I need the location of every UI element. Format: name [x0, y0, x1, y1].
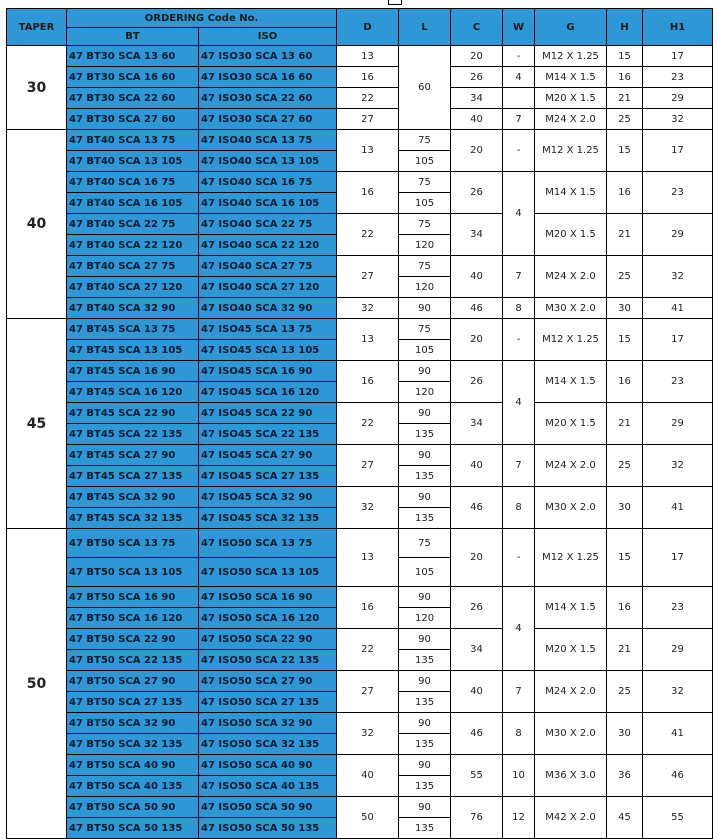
c-cell: 40 — [451, 671, 503, 713]
l-cell: 105 — [399, 558, 451, 587]
h-cell: 30 — [607, 713, 643, 755]
c-cell: 26 — [451, 361, 503, 403]
g-cell: M14 X 1.5 — [535, 587, 607, 629]
l-cell: 120 — [399, 277, 451, 298]
l-cell: 135 — [399, 692, 451, 713]
w-cell: 4 — [503, 172, 535, 256]
c-cell: 34 — [451, 214, 503, 256]
iso-code: 47 ISO50 SCA 50 135 — [199, 818, 337, 839]
l-cell: 135 — [399, 776, 451, 797]
table-row — [7, 361, 713, 382]
iso-code: 47 ISO40 SCA 22 120 — [199, 235, 337, 256]
l-cell: 90 — [399, 671, 451, 692]
g-cell: M20 X 1.5 — [535, 629, 607, 671]
header-g: G — [535, 9, 607, 46]
h1-cell: 17 — [643, 46, 713, 67]
iso-code: 47 ISO50 SCA 32 135 — [199, 734, 337, 755]
bt-code: 47 BT50 SCA 16 90 — [67, 587, 199, 608]
bt-code: 47 BT30 SCA 27 60 — [67, 109, 199, 130]
g-cell: M14 X 1.5 — [535, 361, 607, 403]
bt-code: 47 BT50 SCA 32 90 — [67, 713, 199, 734]
h1-cell: 32 — [643, 256, 713, 298]
iso-code: 47 ISO45 SCA 13 105 — [199, 340, 337, 361]
d-cell: 22 — [337, 629, 399, 671]
c-cell: 20 — [451, 529, 503, 587]
g-cell: M20 X 1.5 — [535, 403, 607, 445]
h1-cell: 32 — [643, 671, 713, 713]
d-cell: 27 — [337, 109, 399, 130]
d-cell: 27 — [337, 256, 399, 298]
iso-code: 47 ISO45 SCA 27 135 — [199, 466, 337, 487]
bt-code: 47 BT40 SCA 16 75 — [67, 172, 199, 193]
g-cell: M12 X 1.25 — [535, 46, 607, 67]
bt-code: 47 BT50 SCA 50 135 — [67, 818, 199, 839]
bt-code: 47 BT40 SCA 13 75 — [67, 130, 199, 151]
ordering-table — [6, 8, 713, 839]
l-cell: 90 — [399, 445, 451, 466]
h-cell: 25 — [607, 445, 643, 487]
iso-code: 47 ISO40 SCA 27 120 — [199, 277, 337, 298]
l-cell: 120 — [399, 608, 451, 629]
w-cell: 7 — [503, 445, 535, 487]
w-cell: - — [503, 130, 535, 172]
g-cell: M12 X 1.25 — [535, 529, 607, 587]
iso-code: 47 ISO40 SCA 16 105 — [199, 193, 337, 214]
w-cell: 10 — [503, 755, 535, 797]
l-cell: 135 — [399, 466, 451, 487]
header-l: L — [399, 9, 451, 46]
w-cell: 12 — [503, 797, 535, 839]
w-cell: - — [503, 319, 535, 361]
bt-code: 47 BT45 SCA 22 90 — [67, 403, 199, 424]
table-row — [7, 46, 713, 67]
table-row — [7, 67, 713, 88]
bt-code: 47 BT50 SCA 40 135 — [67, 776, 199, 797]
g-cell: M20 X 1.5 — [535, 214, 607, 256]
table-row — [7, 109, 713, 130]
c-cell: 76 — [451, 797, 503, 839]
iso-code: 47 ISO50 SCA 40 90 — [199, 755, 337, 776]
iso-code: 47 ISO45 SCA 22 90 — [199, 403, 337, 424]
c-cell: 20 — [451, 130, 503, 172]
l-cell: 120 — [399, 235, 451, 256]
header-h: H — [607, 9, 643, 46]
w-cell: 4 — [503, 587, 535, 671]
iso-code: 47 ISO50 SCA 16 120 — [199, 608, 337, 629]
c-cell: 26 — [451, 587, 503, 629]
iso-code: 47 ISO45 SCA 32 90 — [199, 487, 337, 508]
l-cell: 60 — [399, 46, 451, 130]
d-cell: 16 — [337, 172, 399, 214]
l-cell: 75 — [399, 130, 451, 151]
h-cell: 21 — [607, 88, 643, 109]
h1-cell: 23 — [643, 172, 713, 214]
g-cell: M30 X 2.0 — [535, 713, 607, 755]
iso-code: 47 ISO45 SCA 27 90 — [199, 445, 337, 466]
table-row — [7, 130, 713, 151]
c-cell: 40 — [451, 109, 503, 130]
iso-code: 47 ISO45 SCA 22 135 — [199, 424, 337, 445]
l-cell: 105 — [399, 151, 451, 172]
g-cell: M12 X 1.25 — [535, 130, 607, 172]
bt-code: 47 BT45 SCA 22 135 — [67, 424, 199, 445]
bt-code: 47 BT50 SCA 27 135 — [67, 692, 199, 713]
iso-code: 47 ISO45 SCA 13 75 — [199, 319, 337, 340]
c-cell: 26 — [451, 172, 503, 214]
bt-code: 47 BT45 SCA 13 105 — [67, 340, 199, 361]
taper-cell: 30 — [7, 46, 67, 130]
g-cell: M30 X 2.0 — [535, 298, 607, 319]
g-cell: M36 X 3.0 — [535, 755, 607, 797]
h-cell: 30 — [607, 298, 643, 319]
c-cell: 20 — [451, 319, 503, 361]
h-cell: 16 — [607, 361, 643, 403]
h-cell: 25 — [607, 671, 643, 713]
c-cell: 46 — [451, 713, 503, 755]
bt-code: 47 BT40 SCA 32 90 — [67, 298, 199, 319]
l-cell: 120 — [399, 382, 451, 403]
table-row — [7, 172, 713, 193]
l-cell: 135 — [399, 508, 451, 529]
header-iso: ISO — [199, 28, 337, 46]
table-row — [7, 529, 713, 558]
iso-code: 47 ISO45 SCA 16 90 — [199, 361, 337, 382]
c-cell: 34 — [451, 88, 503, 109]
d-cell: 27 — [337, 671, 399, 713]
table-row — [7, 629, 713, 650]
iso-code: 47 ISO45 SCA 32 135 — [199, 508, 337, 529]
l-cell: 135 — [399, 734, 451, 755]
iso-code: 47 ISO50 SCA 22 90 — [199, 629, 337, 650]
l-cell: 75 — [399, 172, 451, 193]
taper-cell: 40 — [7, 130, 67, 319]
table-row — [7, 797, 713, 818]
bt-code: 47 BT45 SCA 27 90 — [67, 445, 199, 466]
d-cell: 16 — [337, 587, 399, 629]
table-row — [7, 298, 713, 319]
iso-code: 47 ISO40 SCA 16 75 — [199, 172, 337, 193]
h-cell: 15 — [607, 46, 643, 67]
h1-cell: 23 — [643, 361, 713, 403]
c-cell: 46 — [451, 487, 503, 529]
table-row — [7, 256, 713, 277]
w-cell: - — [503, 529, 535, 587]
l-cell: 135 — [399, 424, 451, 445]
h-cell: 45 — [607, 797, 643, 839]
h1-cell: 55 — [643, 797, 713, 839]
g-cell: M24 X 2.0 — [535, 256, 607, 298]
d-cell: 32 — [337, 298, 399, 319]
d-cell: 50 — [337, 797, 399, 839]
h-cell: 36 — [607, 755, 643, 797]
l-cell: 135 — [399, 818, 451, 839]
bt-code: 47 BT50 SCA 27 90 — [67, 671, 199, 692]
table-row — [7, 445, 713, 466]
bt-code: 47 BT45 SCA 27 135 — [67, 466, 199, 487]
iso-code: 47 ISO50 SCA 27 135 — [199, 692, 337, 713]
g-cell: M24 X 2.0 — [535, 671, 607, 713]
l-cell: 75 — [399, 529, 451, 558]
bt-code: 47 BT40 SCA 27 120 — [67, 277, 199, 298]
bt-code: 47 BT30 SCA 13 60 — [67, 46, 199, 67]
h1-cell: 32 — [643, 109, 713, 130]
h1-cell: 23 — [643, 67, 713, 88]
h1-cell: 17 — [643, 529, 713, 587]
header-w: W — [503, 9, 535, 46]
bt-code: 47 BT40 SCA 16 105 — [67, 193, 199, 214]
iso-code: 47 ISO40 SCA 32 90 — [199, 298, 337, 319]
bt-code: 47 BT45 SCA 16 90 — [67, 361, 199, 382]
g-cell: M14 X 1.5 — [535, 172, 607, 214]
l-cell: 90 — [399, 587, 451, 608]
d-cell: 16 — [337, 67, 399, 88]
bt-code: 47 BT30 SCA 16 60 — [67, 67, 199, 88]
bt-code: 47 BT50 SCA 13 75 — [67, 529, 199, 558]
top-mark — [388, 0, 402, 5]
h1-cell: 17 — [643, 130, 713, 172]
h1-cell: 17 — [643, 319, 713, 361]
l-cell: 105 — [399, 193, 451, 214]
g-cell: M24 X 2.0 — [535, 109, 607, 130]
c-cell: 40 — [451, 256, 503, 298]
d-cell: 22 — [337, 403, 399, 445]
bt-code: 47 BT50 SCA 22 135 — [67, 650, 199, 671]
w-cell: 8 — [503, 298, 535, 319]
l-cell: 90 — [399, 797, 451, 818]
taper-cell: 45 — [7, 319, 67, 529]
iso-code: 47 ISO50 SCA 16 90 — [199, 587, 337, 608]
c-cell: 55 — [451, 755, 503, 797]
l-cell: 105 — [399, 340, 451, 361]
h1-cell: 29 — [643, 629, 713, 671]
taper-cell: 50 — [7, 529, 67, 839]
d-cell: 13 — [337, 130, 399, 172]
c-cell: 40 — [451, 445, 503, 487]
d-cell: 16 — [337, 361, 399, 403]
l-cell: 90 — [399, 713, 451, 734]
iso-code: 47 ISO30 SCA 22 60 — [199, 88, 337, 109]
header-h1: H1 — [643, 9, 713, 46]
header-bt: BT — [67, 28, 199, 46]
d-cell: 13 — [337, 529, 399, 587]
iso-code: 47 ISO30 SCA 13 60 — [199, 46, 337, 67]
table-row — [7, 214, 713, 235]
bt-code: 47 BT50 SCA 22 90 — [67, 629, 199, 650]
header-ordering: ORDERING Code No. — [67, 9, 337, 28]
h-cell: 25 — [607, 109, 643, 130]
d-cell: 22 — [337, 88, 399, 109]
d-cell: 32 — [337, 713, 399, 755]
bt-code: 47 BT50 SCA 13 105 — [67, 558, 199, 587]
iso-code: 47 ISO30 SCA 16 60 — [199, 67, 337, 88]
h-cell: 16 — [607, 587, 643, 629]
h1-cell: 29 — [643, 214, 713, 256]
bt-code: 47 BT50 SCA 32 135 — [67, 734, 199, 755]
bt-code: 47 BT40 SCA 13 105 — [67, 151, 199, 172]
bt-code: 47 BT50 SCA 40 90 — [67, 755, 199, 776]
header-d: D — [337, 9, 399, 46]
l-cell: 90 — [399, 403, 451, 424]
table-row — [7, 487, 713, 508]
d-cell: 32 — [337, 487, 399, 529]
g-cell: M30 X 2.0 — [535, 487, 607, 529]
header-taper: TAPER — [7, 9, 67, 46]
d-cell: 13 — [337, 319, 399, 361]
c-cell: 34 — [451, 403, 503, 445]
iso-code: 47 ISO50 SCA 13 105 — [199, 558, 337, 587]
bt-code: 47 BT30 SCA 22 60 — [67, 88, 199, 109]
table-row — [7, 88, 713, 109]
bt-code: 47 BT50 SCA 16 120 — [67, 608, 199, 629]
h1-cell: 41 — [643, 713, 713, 755]
iso-code: 47 ISO40 SCA 27 75 — [199, 256, 337, 277]
g-cell: M24 X 2.0 — [535, 445, 607, 487]
iso-code: 47 ISO40 SCA 22 75 — [199, 214, 337, 235]
w-cell: 7 — [503, 671, 535, 713]
h-cell: 21 — [607, 403, 643, 445]
w-cell: 4 — [503, 67, 535, 88]
h-cell: 21 — [607, 629, 643, 671]
h-cell: 16 — [607, 172, 643, 214]
h-cell: 15 — [607, 529, 643, 587]
table-row — [7, 587, 713, 608]
h-cell: 25 — [607, 256, 643, 298]
l-cell: 75 — [399, 214, 451, 235]
table-row — [7, 755, 713, 776]
l-cell: 90 — [399, 487, 451, 508]
w-cell: - — [503, 46, 535, 67]
bt-code: 47 BT40 SCA 22 120 — [67, 235, 199, 256]
g-cell: M20 X 1.5 — [535, 88, 607, 109]
w-cell: 7 — [503, 256, 535, 298]
c-cell: 46 — [451, 298, 503, 319]
h-cell: 21 — [607, 214, 643, 256]
h1-cell: 29 — [643, 403, 713, 445]
iso-code: 47 ISO50 SCA 50 90 — [199, 797, 337, 818]
h1-cell: 41 — [643, 487, 713, 529]
l-cell: 90 — [399, 361, 451, 382]
g-cell: M12 X 1.25 — [535, 319, 607, 361]
bt-code: 47 BT45 SCA 32 135 — [67, 508, 199, 529]
d-cell: 13 — [337, 46, 399, 67]
bt-code: 47 BT45 SCA 13 75 — [67, 319, 199, 340]
header-c: C — [451, 9, 503, 46]
c-cell: 26 — [451, 67, 503, 88]
h1-cell: 29 — [643, 88, 713, 109]
g-cell: M14 X 1.5 — [535, 67, 607, 88]
h1-cell: 32 — [643, 445, 713, 487]
w-cell: 8 — [503, 487, 535, 529]
bt-code: 47 BT50 SCA 50 90 — [67, 797, 199, 818]
table-row — [7, 713, 713, 734]
w-cell: 4 — [503, 361, 535, 445]
l-cell: 135 — [399, 650, 451, 671]
l-cell: 90 — [399, 629, 451, 650]
iso-code: 47 ISO50 SCA 22 135 — [199, 650, 337, 671]
l-cell: 90 — [399, 298, 451, 319]
iso-code: 47 ISO40 SCA 13 105 — [199, 151, 337, 172]
l-cell: 90 — [399, 755, 451, 776]
h1-cell: 41 — [643, 298, 713, 319]
l-cell: 75 — [399, 256, 451, 277]
w-cell: 8 — [503, 713, 535, 755]
table-row — [7, 403, 713, 424]
d-cell: 22 — [337, 214, 399, 256]
h-cell: 15 — [607, 319, 643, 361]
iso-code: 47 ISO50 SCA 13 75 — [199, 529, 337, 558]
c-cell: 34 — [451, 629, 503, 671]
table-row — [7, 319, 713, 340]
iso-code: 47 ISO50 SCA 32 90 — [199, 713, 337, 734]
h-cell: 30 — [607, 487, 643, 529]
w-cell — [503, 88, 535, 109]
c-cell: 20 — [451, 46, 503, 67]
iso-code: 47 ISO45 SCA 16 120 — [199, 382, 337, 403]
iso-code: 47 ISO50 SCA 27 90 — [199, 671, 337, 692]
w-cell: 7 — [503, 109, 535, 130]
g-cell: M42 X 2.0 — [535, 797, 607, 839]
bt-code: 47 BT45 SCA 16 120 — [67, 382, 199, 403]
bt-code: 47 BT40 SCA 22 75 — [67, 214, 199, 235]
table-row — [7, 671, 713, 692]
d-cell: 40 — [337, 755, 399, 797]
d-cell: 27 — [337, 445, 399, 487]
bt-code: 47 BT40 SCA 27 75 — [67, 256, 199, 277]
iso-code: 47 ISO40 SCA 13 75 — [199, 130, 337, 151]
iso-code: 47 ISO50 SCA 40 135 — [199, 776, 337, 797]
h-cell: 15 — [607, 130, 643, 172]
h1-cell: 23 — [643, 587, 713, 629]
h1-cell: 46 — [643, 755, 713, 797]
l-cell: 75 — [399, 319, 451, 340]
h-cell: 16 — [607, 67, 643, 88]
bt-code: 47 BT45 SCA 32 90 — [67, 487, 199, 508]
iso-code: 47 ISO30 SCA 27 60 — [199, 109, 337, 130]
